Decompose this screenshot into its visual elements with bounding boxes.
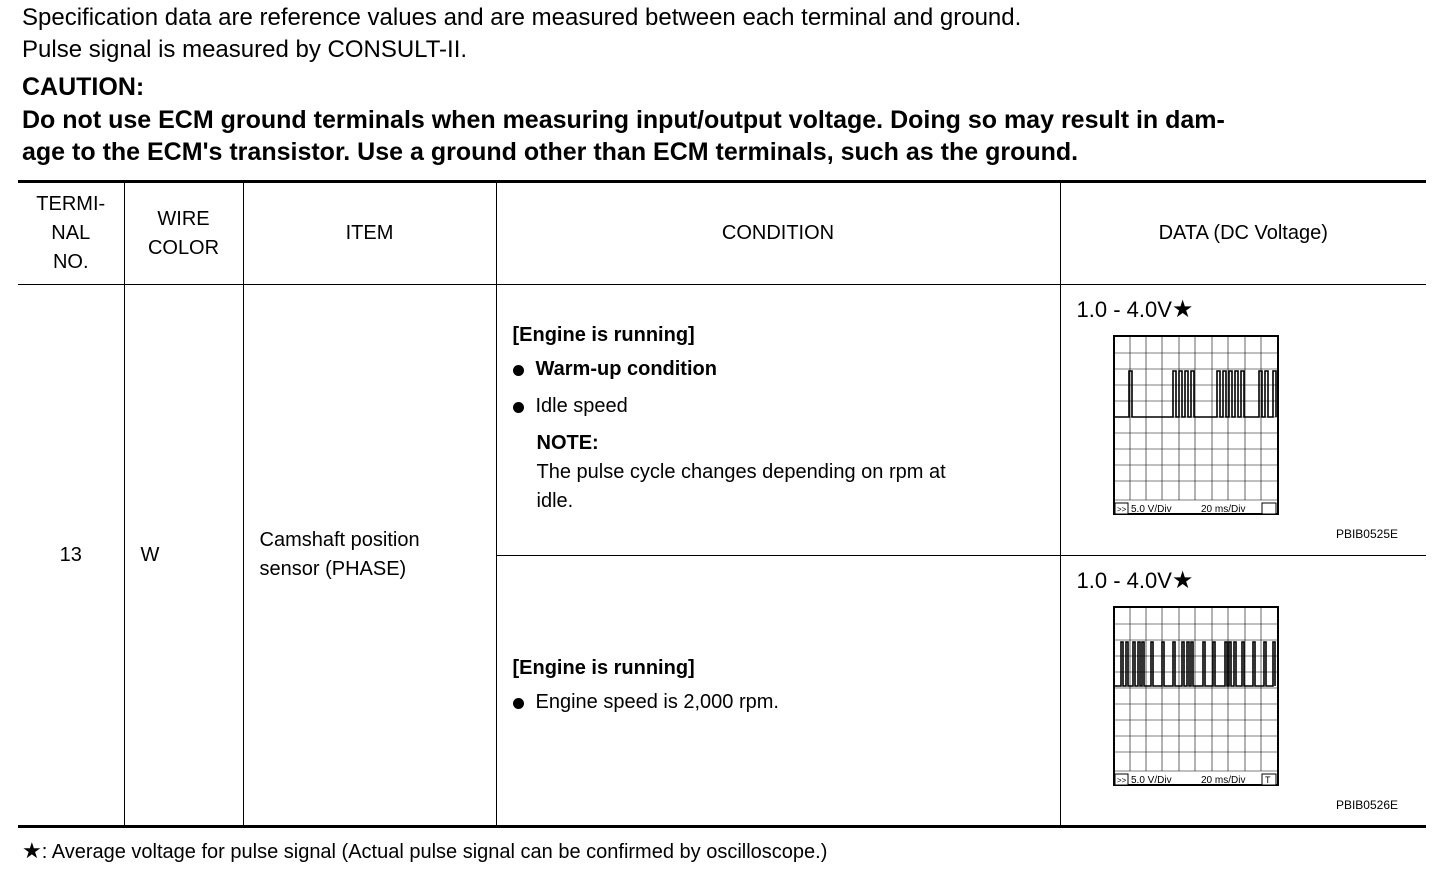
header-terminal-line-2: NAL <box>51 222 91 244</box>
image-code: PBIB0526E <box>1335 798 1398 812</box>
item-name-line-2: sensor (PHASE) <box>259 558 407 580</box>
star-icon: ★ <box>1171 296 1194 323</box>
header-terminal-no <box>18 182 124 285</box>
scope-tdiv: 20 ms/Div <box>1200 504 1245 515</box>
voltage-value: 1.0 - 4.0V★ <box>1076 296 1194 323</box>
intro-line-1: Specification data are reference values and are measured between each terminal and ground. <box>22 4 1022 31</box>
header-wire-line-2: COLOR <box>147 236 220 259</box>
terminal-number: 13 <box>18 285 124 827</box>
header-terminal-line-1: TERMI- <box>36 193 106 215</box>
note-text-line-1: The pulse cycle changes depending on rpm at <box>536 461 946 483</box>
star-icon: ★ <box>22 838 42 863</box>
header-terminal-line-3: NO. <box>52 251 89 273</box>
image-code: PBIB0525E <box>1335 527 1398 541</box>
scope-vdiv: 5.0 V/Div <box>1130 504 1172 515</box>
data-idle <box>1060 285 1426 556</box>
note-title: NOTE: <box>536 432 599 454</box>
condition-bullet <box>513 392 1060 421</box>
intro-section <box>22 2 1432 168</box>
header-condition: CONDITION <box>496 182 1060 285</box>
header-wire-line-1: WIRE <box>157 207 210 230</box>
table-header-row <box>18 182 1426 285</box>
header-item: ITEM <box>243 182 496 285</box>
scope-mode: >> <box>1116 776 1126 785</box>
note-block <box>537 429 1060 516</box>
header-wire-color <box>124 182 243 285</box>
bullet-dot-icon <box>513 698 524 709</box>
scope-trigger: T <box>1264 775 1270 785</box>
wire-color: W <box>124 285 243 827</box>
condition-bullet <box>513 355 1060 384</box>
terminal-spec-table <box>18 180 1426 828</box>
oscilloscope-waveform-idle <box>1113 335 1281 517</box>
note-text-line-2: idle. <box>536 490 574 512</box>
bullet-dot-icon <box>513 365 524 376</box>
scope-vdiv: 5.0 V/Div <box>1130 775 1172 786</box>
item-name <box>243 285 496 827</box>
footnote-text: : Average voltage for pulse signal (Actual pulse signal can be confirmed by oscilloscope.) <box>41 841 828 863</box>
condition-2000rpm <box>496 556 1060 827</box>
voltage-value: 1.0 - 4.0V★ <box>1076 567 1194 594</box>
table-row-idle <box>18 285 1426 556</box>
condition-heading: [Engine is running] <box>512 656 695 679</box>
caution-line-2: age to the ECM's transistor. Use a ground other than ECM terminals, such as the ground. <box>22 138 1079 166</box>
item-name-line-1: Camshaft position <box>259 529 420 551</box>
oscilloscope-waveform-2000rpm <box>1113 606 1281 788</box>
condition-idle <box>496 285 1060 556</box>
star-icon: ★ <box>1171 567 1194 594</box>
footnote <box>22 838 827 864</box>
bullet-text: Warm-up condition <box>535 358 717 380</box>
bullet-text: Engine speed is 2,000 rpm. <box>535 690 779 713</box>
bullet-dot-icon <box>513 402 524 413</box>
header-data: DATA (DC Voltage) <box>1060 182 1426 285</box>
scope-mode: >> <box>1116 505 1126 514</box>
data-2000rpm <box>1060 556 1426 827</box>
caution-title: CAUTION: <box>22 73 145 101</box>
bullet-text: Idle speed <box>535 395 628 417</box>
caution-line-1: Do not use ECM ground terminals when measuring input/output voltage. Doing so may result in dam- <box>22 106 1225 134</box>
condition-heading: [Engine is running] <box>512 324 695 346</box>
intro-line-2: Pulse signal is measured by CONSULT-II. <box>22 36 468 63</box>
condition-bullet <box>513 688 1060 717</box>
scope-tdiv: 20 ms/Div <box>1200 775 1245 786</box>
